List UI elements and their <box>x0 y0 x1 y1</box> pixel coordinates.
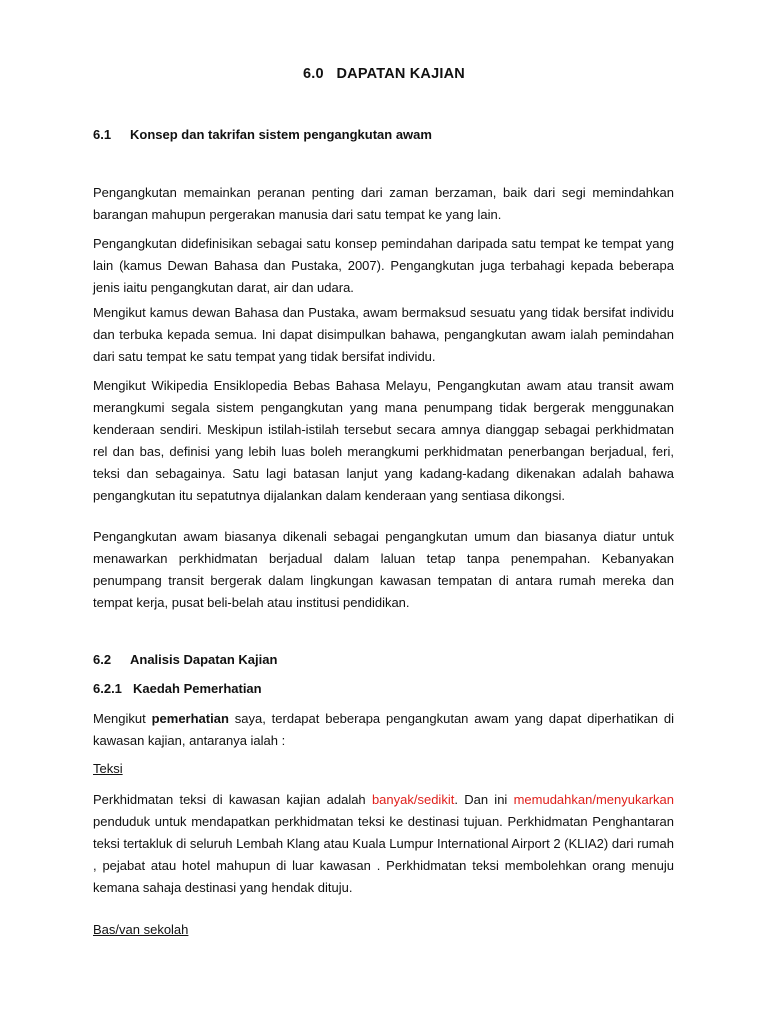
teksi-heading: Teksi <box>93 761 123 776</box>
text-run: . Dan ini <box>454 792 514 807</box>
highlight-text: memudahkan/menyukarkan <box>513 792 674 807</box>
paragraph-3: Mengikut kamus dewan Bahasa dan Pustaka, awam bermaksud sesuatu yang tidak bersifat individu dan terbuka kepada semua. Ini dapat disimpulkan bahawa, pengangkutan awam ialah pemindahan dari satu tempat ke satu tempat yang tidak bersifat individu. <box>93 305 674 364</box>
paragraph-1: Pengangkutan memainkan peranan penting dari zaman berzaman, baik dari segi memindahkan barangan mahupun pergerakan manusia dari satu tempat ke yang lain. <box>93 185 674 222</box>
section-number: 6.2.1 <box>93 681 122 696</box>
text-run: Perkhidmatan teksi di kawasan kajian adalah <box>93 792 372 807</box>
section-title: Konsep dan takrifan sistem pengangkutan awam <box>130 127 432 142</box>
section-heading-6-2 <box>93 652 277 667</box>
text-run: Mengikut <box>93 711 152 726</box>
highlight-text: banyak/sedikit <box>371 792 455 807</box>
paragraph-5: Pengangkutan awam biasanya dikenali sebagai pengangkutan umum dan biasanya diatur untuk menawarkan perkhidmatan berjadual dalam laluan tetap tanpa penempahan. Kebanyakan penumpang transit bergerak dalam lingkungan kawasan tempatan di antara rumah mereka dan tempat kerja, pusat beli-belah atau institusi pendidikan. <box>93 529 674 610</box>
section-number: 6.2 <box>93 652 112 667</box>
page-title: 6.0 DAPATAN KAJIAN <box>303 66 465 82</box>
text-run: penduduk untuk mendapatkan perkhidmatan teksi ke destinasi tujuan. Perkhidmatan Penghantaran teksi tertakluk di seluruh Lembah Klang atau Kuala Lumpur International Airport 2 (KLIA2) dari rumah , pejabat atau hotel mahupun di luar kawasan . Perkhidmatan teksi membolehkan orang menuju kemana sahaja destinasi yang hendak dituju. <box>93 814 674 895</box>
bas-heading: Bas/van sekolah <box>93 922 189 937</box>
teksi-paragraph <box>93 789 674 899</box>
paragraph-2: Pengangkutan didefinisikan sebagai satu konsep pemindahan daripada satu tempat ke tempat yang lain (kamus Dewan Bahasa dan Pustaka, 2007). Pengangkutan juga terbahagi kepada beberapa jenis iaitu pengangkutan darat, air dan udara. <box>93 236 674 295</box>
section-title: Analisis Dapatan Kajian <box>130 652 278 667</box>
observation-paragraph <box>93 708 674 752</box>
text-run: saya, terdapat beberapa pengangkutan awam yang dapat diperhatikan di kawasan kajian, antaranya ialah : <box>93 711 674 748</box>
bold-term: pemerhatian <box>151 711 229 726</box>
section-number: 6.1 <box>93 127 112 142</box>
section-heading-6-2-1 <box>93 681 262 696</box>
paragraph-4: Mengikut Wikipedia Ensiklopedia Bebas Bahasa Melayu, Pengangkutan awam atau transit awam merangkumi segala sistem pengangkutan yang mana penumpang tidak bergerak menggunakan kenderaan sendiri. Meskipun istilah-istilah tersebut secara amnya dianggap sebagai perkhidmatan rel dan bas, definisi yang lebih luas boleh merangkumi perkhidmatan penerbangan berjadual, feri, teksi dan sebagainya. Satu lagi batasan lanjut yang kadang-kadang dikenakan adalah bahawa pengangkutan itu sepatutnya dijalankan dalam kenderaan yang sentiasa dikongsi. <box>93 378 674 503</box>
section-title: Kaedah Pemerhatian <box>133 681 262 696</box>
section-heading-6-1 <box>93 127 432 142</box>
